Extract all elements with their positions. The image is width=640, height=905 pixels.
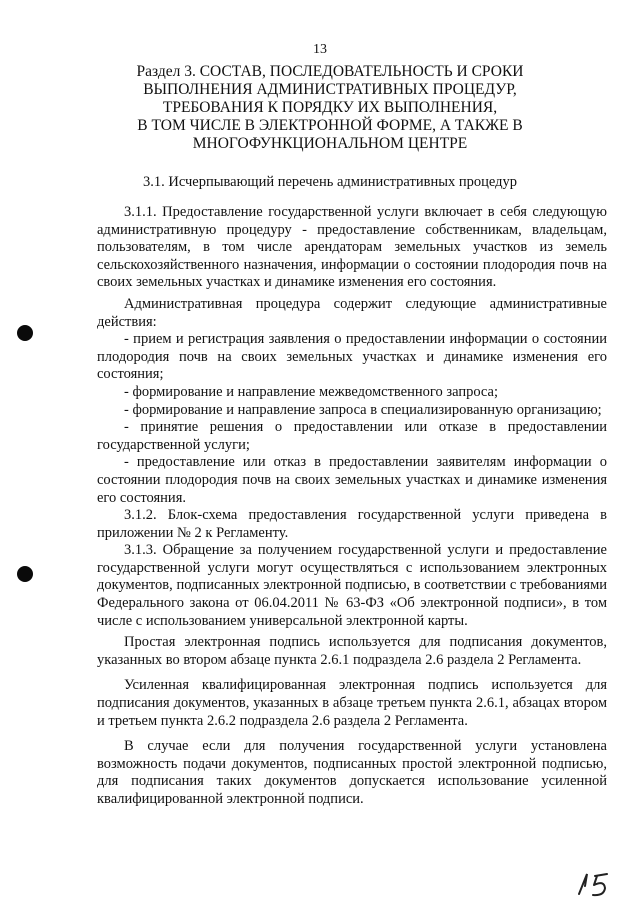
paragraph: Усиленная квалифицированная электронная подпись используется для подписания документов, указанных в абзаце третьем пункта 2.6.1, абзацах втором и третьем пункта 2.6.2 подраздела 2.6 раздела 2 Регламента.	[97, 677, 607, 729]
handwritten-page-number-icon	[573, 868, 623, 898]
body-text	[97, 204, 607, 809]
list-item: - формирование и направление запроса в специализированную организацию;	[124, 401, 602, 418]
section-heading-line: МНОГОФУНКЦИОНАЛЬНОМ ЦЕНТРЕ	[192, 135, 468, 152]
paragraph: 3.1.3. Обращение за получением государственной услуги и предоставление государственной услуги могут осуществляться с использованием электронных документов, подписанных электронной подписью, в соответствии с требованиями Федерального закона от 06.04.2011 № 63-ФЗ «Об электронной подписи», в том числе с использованием универсальной электронной карты.	[97, 542, 607, 629]
subsection-heading: 3.1. Исчерпывающий перечень административных процедур	[143, 174, 517, 190]
section-heading-line: В ТОМ ЧИСЛЕ В ЭЛЕКТРОННОЙ ФОРМЕ, А ТАКЖЕ В	[137, 117, 523, 134]
section-heading-line: ВЫПОЛНЕНИЯ АДМИНИСТРАТИВНЫХ ПРОЦЕДУР,	[143, 81, 517, 98]
list-item: - формирование и направление межведомственного запроса;	[124, 383, 499, 400]
section-heading-line: ТРЕБОВАНИЯ К ПОРЯДКУ ИХ ВЫПОЛНЕНИЯ,	[162, 99, 498, 116]
section-heading	[110, 63, 550, 153]
paragraph: Административная процедура содержит следующие административные действия:	[97, 295, 607, 330]
list-item: - принятие решения о предоставлении или отказе в предоставлении государственной услуги;	[97, 419, 607, 453]
list-item: - прием и регистрация заявления о предоставлении информации о состоянии плодородия почв на своих земельных участках и динамике изменения его состояния;	[97, 331, 607, 383]
page-number: 13	[313, 42, 327, 57]
binder-hole-icon	[17, 325, 33, 341]
section-heading-line: Раздел 3. СОСТАВ, ПОСЛЕДОВАТЕЛЬНОСТЬ И СРОКИ	[136, 63, 524, 80]
paragraph: 3.1.1. Предоставление государственной услуги включает в себя следующую административную процедуру - предоставление собственникам, владельцам, пользователям, в том числе арендаторам земельных участков из земель сельскохозяйственного назначения, информации о состоянии плодородия почв на своих земельных участках и динамике изменения его состояния.	[97, 204, 607, 291]
binder-hole-icon	[17, 566, 33, 582]
list-item: - предоставление или отказ в предоставлении заявителям информации о состоянии плодородия почв на своих земельных участках и динамике изменения его состояния.	[97, 454, 607, 506]
paragraph: В случае если для получения государственной услуги установлена возможность подачи документов, подписанных простой электронной подписью, для подписания таких документов допускается использование усиленной квалифицированной электронной подписи.	[97, 738, 607, 807]
paragraph: Простая электронная подпись используется для подписания документов, указанных во втором абзаце пункта 2.6.1 подраздела 2.6 раздела 2 Регламента.	[97, 634, 607, 668]
paragraph: 3.1.2. Блок-схема предоставления государственной услуги приведена в приложении № 2 к Регламенту.	[97, 507, 607, 541]
